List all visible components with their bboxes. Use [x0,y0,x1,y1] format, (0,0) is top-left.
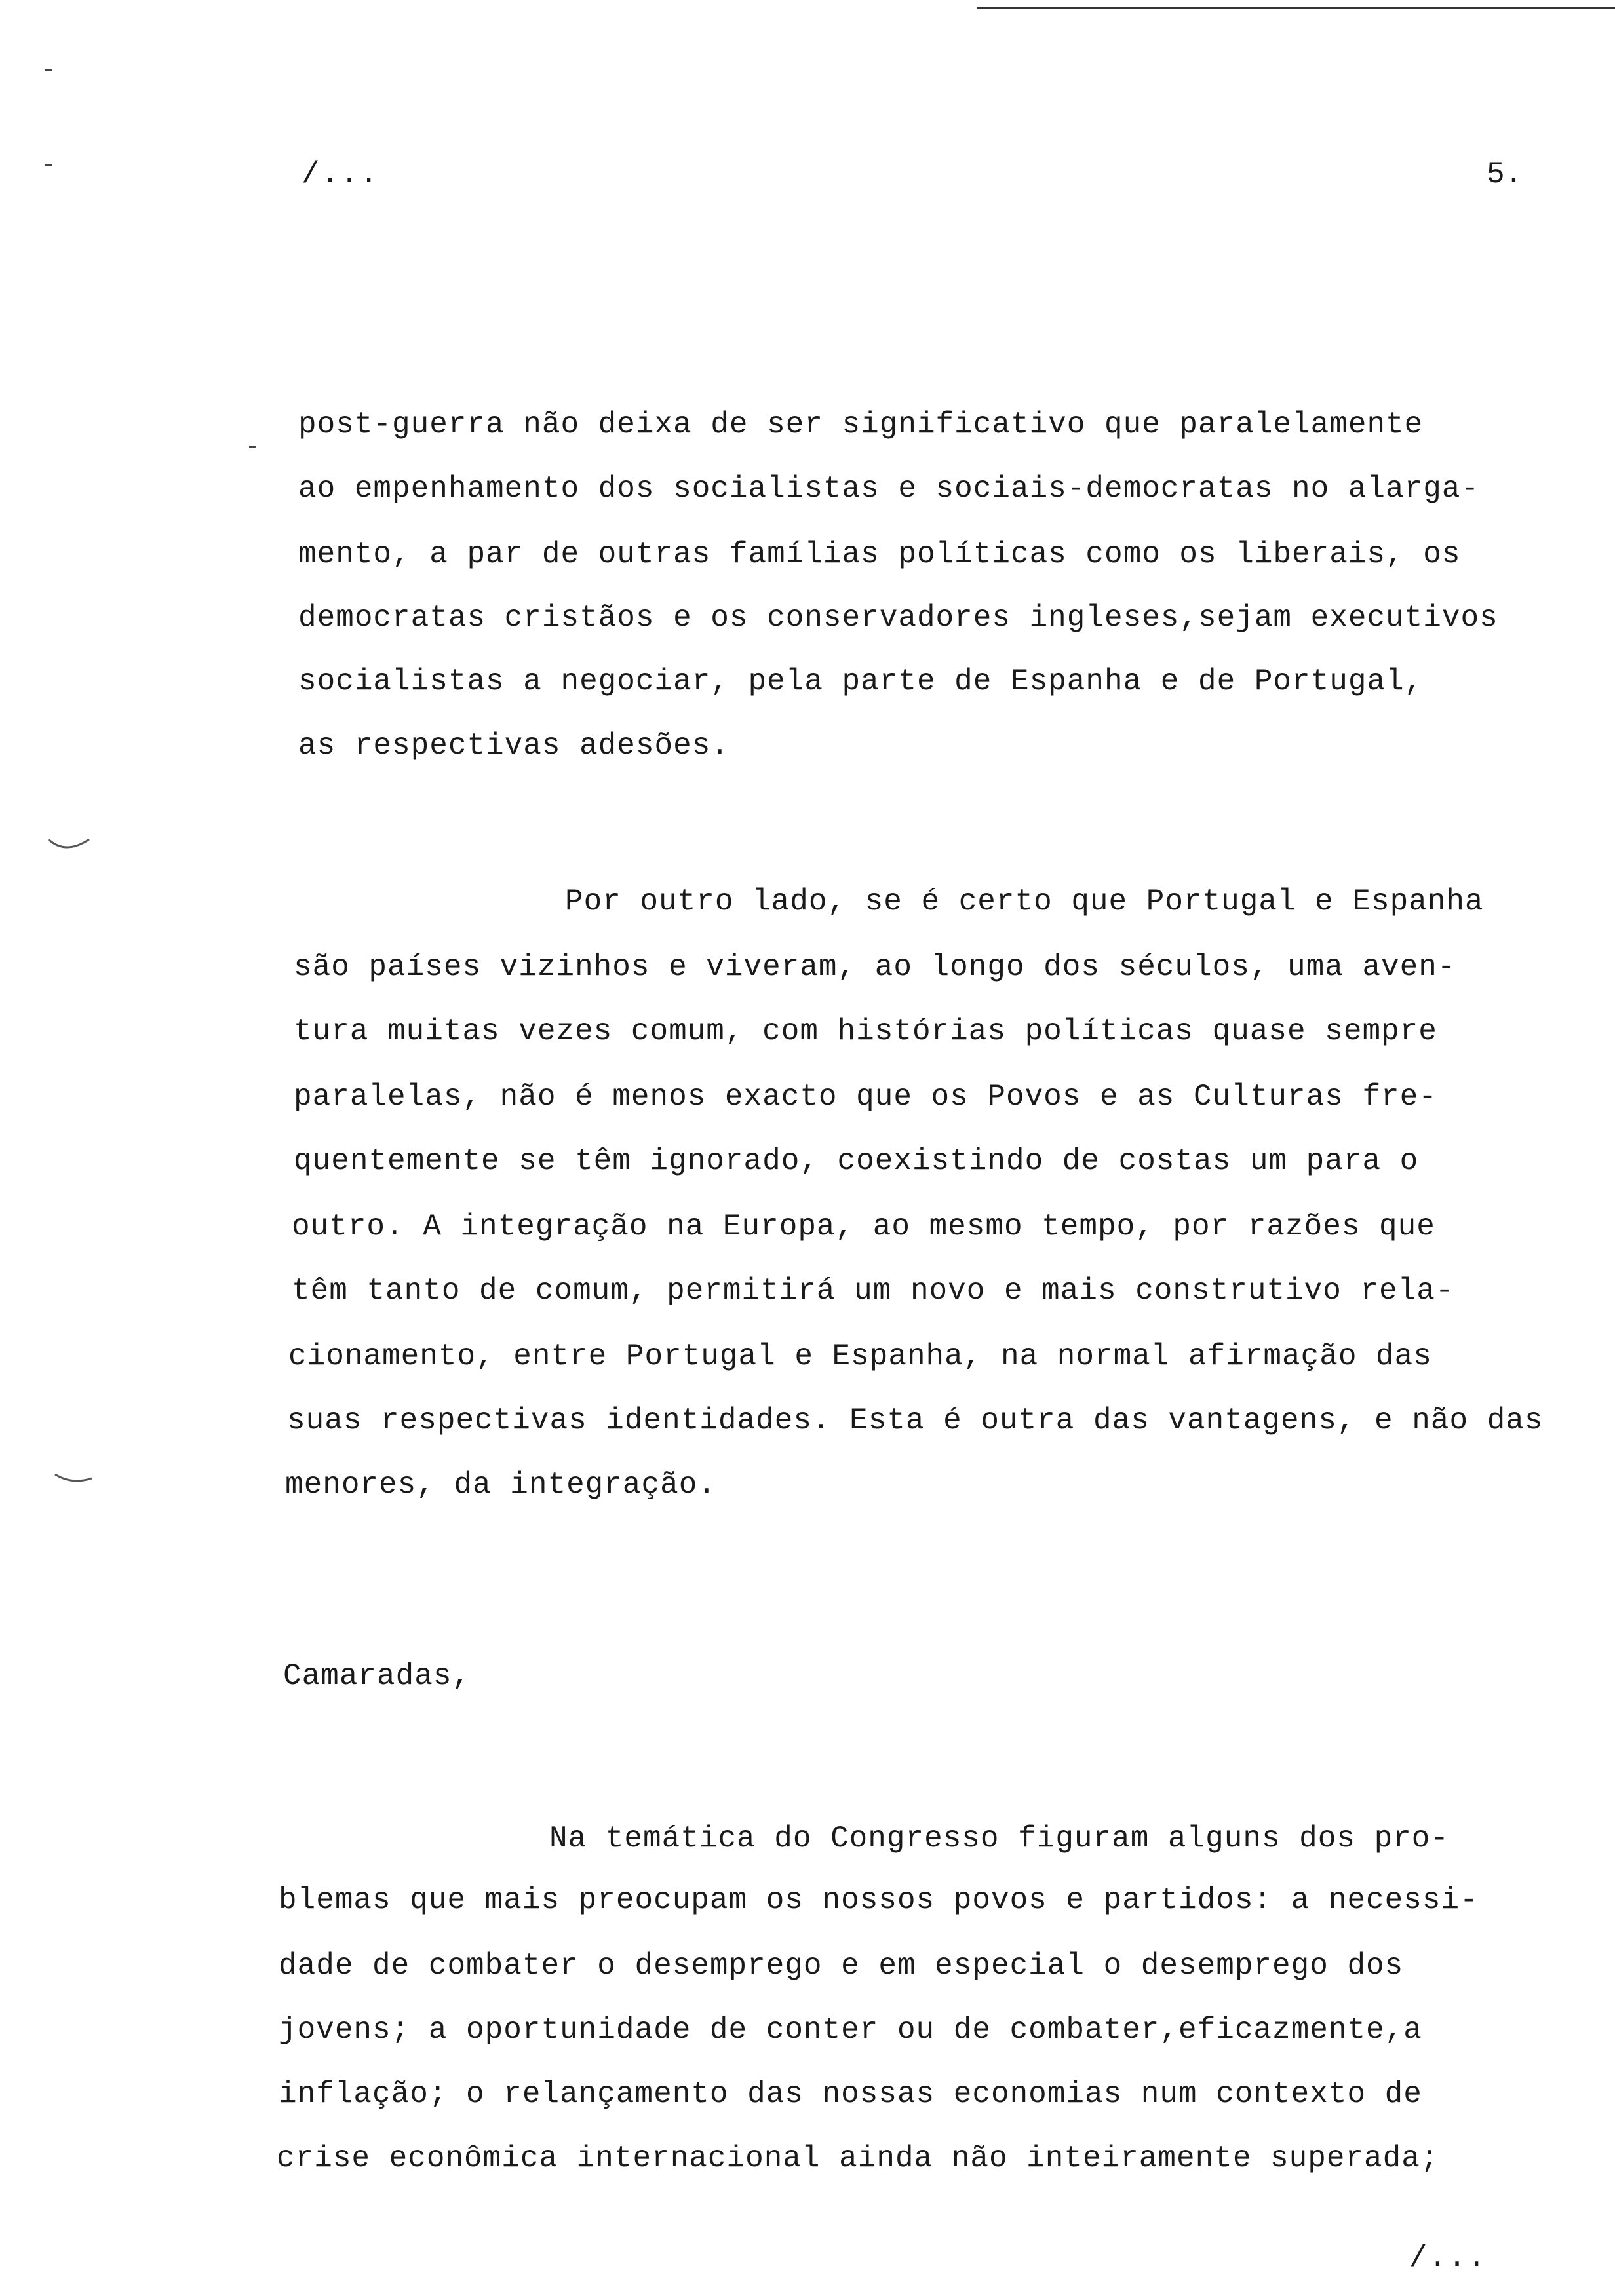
text-line: menores, da integração. [285,1468,716,1502]
text-line: inflação; o relançamento das nossas economias num contexto de [279,2077,1422,2111]
text-line: post-guerra não deixa de ser significativo que paralelamente [298,408,1424,442]
text-line: têm tanto de comum, permitirá um novo e mais construtivo rela- [292,1274,1454,1308]
text-line: Por outro lado, se é certo que Portugal e Espanha [565,885,1484,919]
margin-punch-mark-2 [52,1468,98,1491]
text-line: ao empenhamento dos socialistas e sociais-democratas no alarga- [298,472,1480,506]
text-line: outro. A integração na Europa, ao mesmo tempo, por razões que [292,1210,1435,1244]
margin-tick-1 [45,69,52,71]
text-line: blemas que mais preocupam os nossos povos e partidos: a necessi- [279,1883,1479,1917]
text-line: paralelas, não é menos exacto que os Povos e as Culturas fre- [294,1080,1437,1114]
page-number: 5. [1487,157,1523,191]
text-line: crise econômica internacional ainda não inteiramente superada; [277,2141,1439,2175]
continuation-mark-bottom: /... [1409,2241,1487,2275]
text-line: mento, a par de outras famílias políticas como os liberais, os [298,537,1461,571]
margin-tick-3 [249,446,256,448]
text-line: tura muitas vezes comum, com histórias políticas quase sempre [294,1014,1437,1048]
margin-tick-2 [45,164,52,166]
continuation-mark-top: /... [302,157,379,191]
text-line: democratas cristãos e os conservadores ingleses,sejam executivos [298,601,1498,635]
top-edge-rule [977,7,1615,9]
text-line: as respectivas adesões. [298,729,730,763]
text-line: quentemente se têm ignorado, coexistindo de costas um para o [294,1144,1419,1178]
margin-punch-mark-1 [46,835,92,859]
text-line: são países vizinhos e viveram, ao longo dos séculos, uma aven- [294,950,1456,984]
salutation: Camaradas, [283,1659,471,1693]
text-line: dade de combater o desemprego e em especial o desemprego dos [279,1949,1404,1983]
text-line: socialistas a negociar, pela parte de Espanha e de Portugal, [298,664,1424,698]
text-line: Na temática do Congresso figuram alguns dos pro- [549,1822,1450,1856]
text-line: suas respectivas identidades. Esta é outra das vantagens, e não das [287,1404,1544,1438]
text-line: cionamento, entre Portugal e Espanha, na normal afirmação das [288,1339,1432,1373]
text-line: jovens; a oportunidade de conter ou de combater,eficazmente,a [279,2013,1422,2047]
